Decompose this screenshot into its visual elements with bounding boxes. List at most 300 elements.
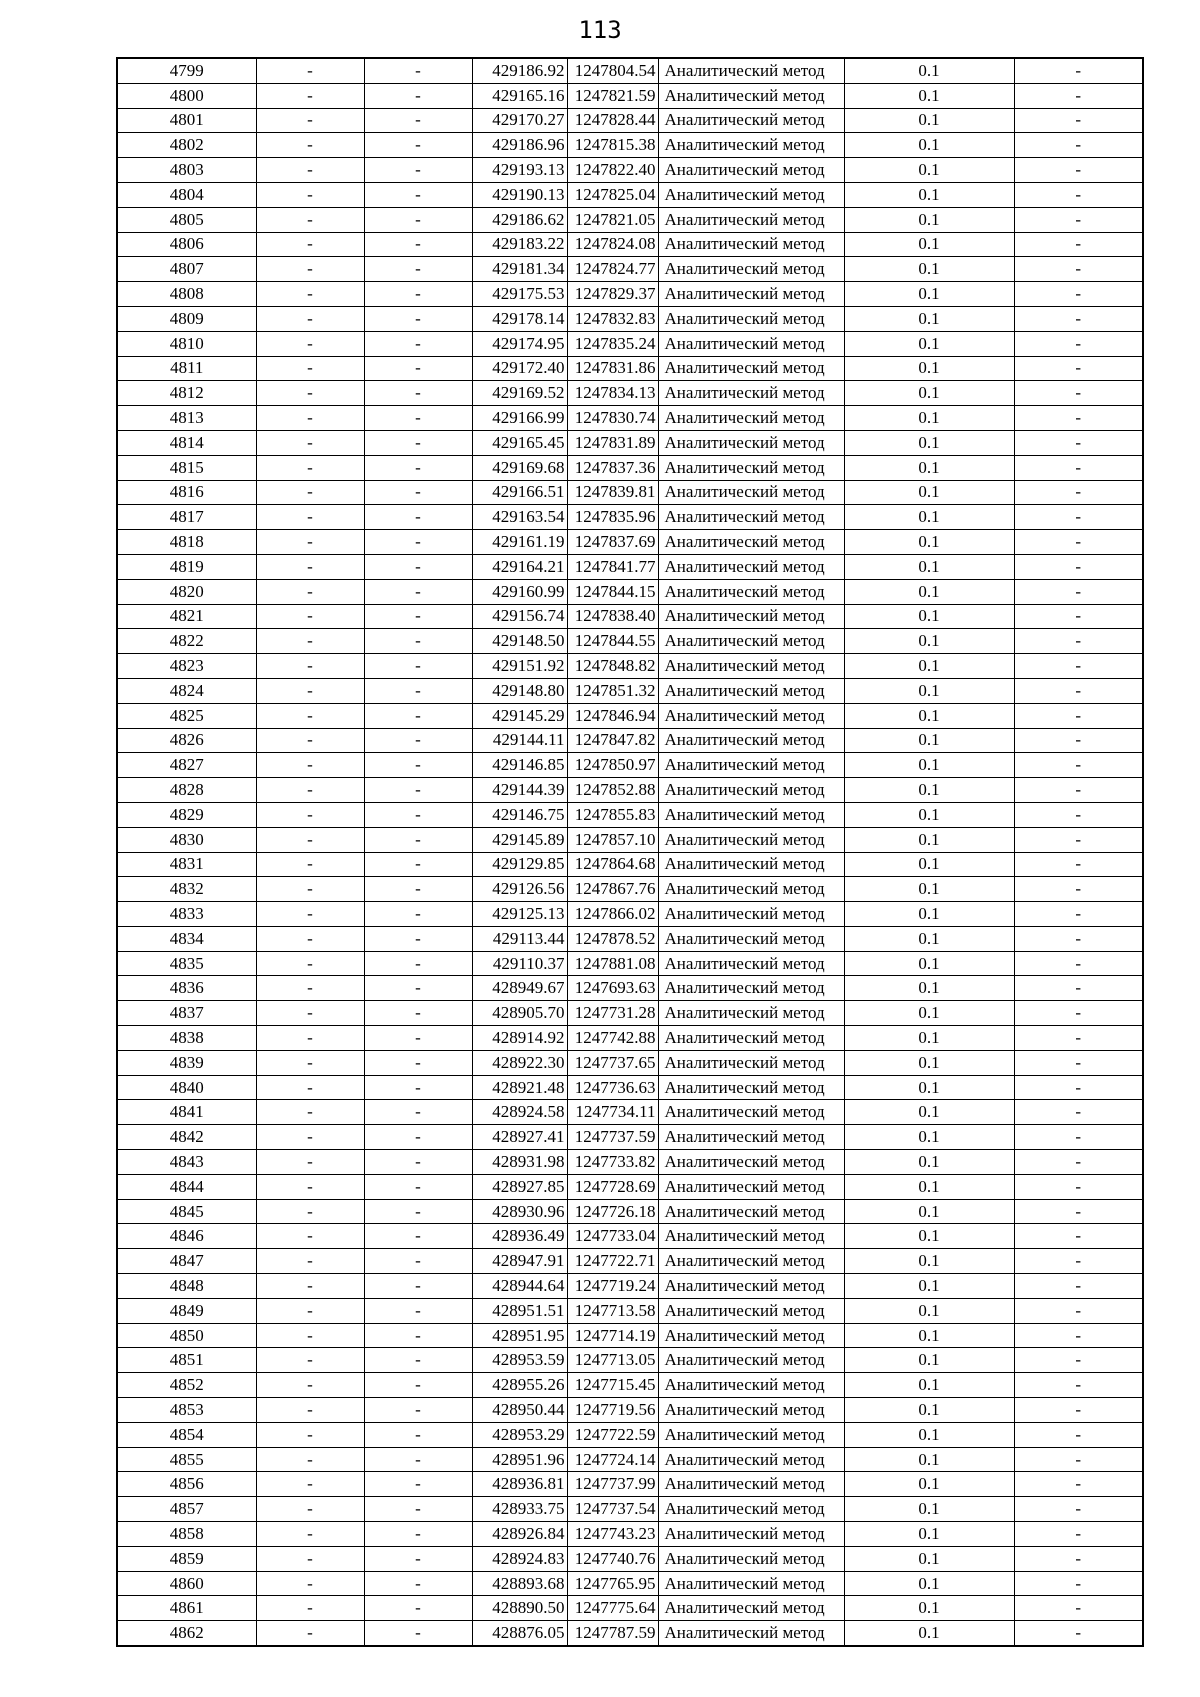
x-coordinate-cell: 429186.92 <box>472 58 567 83</box>
empty-cell-3: - <box>1014 1199 1143 1224</box>
accuracy-cell: 0.1 <box>844 1398 1014 1423</box>
method-cell: Аналитический метод <box>658 182 844 207</box>
method-cell: Аналитический метод <box>658 1398 844 1423</box>
point-number-cell: 4799 <box>117 58 256 83</box>
method-cell: Аналитический метод <box>658 158 844 183</box>
accuracy-cell: 0.1 <box>844 356 1014 381</box>
method-cell: Аналитический метод <box>658 678 844 703</box>
empty-cell-3: - <box>1014 207 1143 232</box>
accuracy-cell: 0.1 <box>844 1323 1014 1348</box>
y-coordinate-cell: 1247713.05 <box>567 1348 658 1373</box>
x-coordinate-cell: 429174.95 <box>472 331 567 356</box>
method-cell: Аналитический метод <box>658 802 844 827</box>
table-row <box>117 381 1143 406</box>
point-number-cell: 4809 <box>117 306 256 331</box>
accuracy-cell: 0.1 <box>844 1075 1014 1100</box>
point-number-cell: 4823 <box>117 654 256 679</box>
table-row <box>117 430 1143 455</box>
method-cell: Аналитический метод <box>658 1596 844 1621</box>
table-row <box>117 604 1143 629</box>
point-number-cell: 4830 <box>117 827 256 852</box>
x-coordinate-cell: 429190.13 <box>472 182 567 207</box>
empty-cell-1: - <box>256 83 364 108</box>
table-row <box>117 1274 1143 1299</box>
accuracy-cell: 0.1 <box>844 1472 1014 1497</box>
empty-cell-2: - <box>364 1447 472 1472</box>
x-coordinate-cell: 429160.99 <box>472 579 567 604</box>
table-row <box>117 1447 1143 1472</box>
point-number-cell: 4831 <box>117 852 256 877</box>
x-coordinate-cell: 429148.50 <box>472 629 567 654</box>
point-number-cell: 4808 <box>117 282 256 307</box>
point-number-cell: 4854 <box>117 1422 256 1447</box>
y-coordinate-cell: 1247829.37 <box>567 282 658 307</box>
x-coordinate-cell: 428930.96 <box>472 1199 567 1224</box>
table-row <box>117 1621 1143 1646</box>
y-coordinate-cell: 1247835.96 <box>567 505 658 530</box>
table-row <box>117 554 1143 579</box>
empty-cell-3: - <box>1014 678 1143 703</box>
empty-cell-2: - <box>364 778 472 803</box>
accuracy-cell: 0.1 <box>844 926 1014 951</box>
accuracy-cell: 0.1 <box>844 1174 1014 1199</box>
empty-cell-1: - <box>256 1447 364 1472</box>
x-coordinate-cell: 429126.56 <box>472 877 567 902</box>
x-coordinate-cell: 428926.84 <box>472 1522 567 1547</box>
empty-cell-2: - <box>364 852 472 877</box>
x-coordinate-cell: 429169.52 <box>472 381 567 406</box>
coordinates-table <box>116 57 1144 1647</box>
accuracy-cell: 0.1 <box>844 1422 1014 1447</box>
method-cell: Аналитический метод <box>658 1571 844 1596</box>
empty-cell-3: - <box>1014 83 1143 108</box>
x-coordinate-cell: 428905.70 <box>472 1001 567 1026</box>
accuracy-cell: 0.1 <box>844 827 1014 852</box>
point-number-cell: 4853 <box>117 1398 256 1423</box>
empty-cell-1: - <box>256 1348 364 1373</box>
accuracy-cell: 0.1 <box>844 678 1014 703</box>
point-number-cell: 4817 <box>117 505 256 530</box>
empty-cell-2: - <box>364 654 472 679</box>
accuracy-cell: 0.1 <box>844 1621 1014 1646</box>
empty-cell-1: - <box>256 1497 364 1522</box>
empty-cell-1: - <box>256 1100 364 1125</box>
empty-cell-2: - <box>364 505 472 530</box>
empty-cell-1: - <box>256 1125 364 1150</box>
table-row <box>117 1472 1143 1497</box>
point-number-cell: 4838 <box>117 1026 256 1051</box>
point-number-cell: 4855 <box>117 1447 256 1472</box>
method-cell: Аналитический метод <box>658 554 844 579</box>
table-row <box>117 480 1143 505</box>
method-cell: Аналитический метод <box>658 1050 844 1075</box>
empty-cell-1: - <box>256 1522 364 1547</box>
empty-cell-3: - <box>1014 1001 1143 1026</box>
x-coordinate-cell: 428944.64 <box>472 1274 567 1299</box>
y-coordinate-cell: 1247804.54 <box>567 58 658 83</box>
method-cell: Аналитический метод <box>658 58 844 83</box>
empty-cell-3: - <box>1014 530 1143 555</box>
empty-cell-3: - <box>1014 976 1143 1001</box>
empty-cell-3: - <box>1014 1224 1143 1249</box>
point-number-cell: 4834 <box>117 926 256 951</box>
point-number-cell: 4852 <box>117 1373 256 1398</box>
accuracy-cell: 0.1 <box>844 1274 1014 1299</box>
point-number-cell: 4814 <box>117 430 256 455</box>
accuracy-cell: 0.1 <box>844 1298 1014 1323</box>
accuracy-cell: 0.1 <box>844 554 1014 579</box>
method-cell: Аналитический метод <box>658 1422 844 1447</box>
y-coordinate-cell: 1247821.59 <box>567 83 658 108</box>
table-row <box>117 1298 1143 1323</box>
empty-cell-3: - <box>1014 1398 1143 1423</box>
accuracy-cell: 0.1 <box>844 480 1014 505</box>
empty-cell-3: - <box>1014 1100 1143 1125</box>
empty-cell-1: - <box>256 852 364 877</box>
accuracy-cell: 0.1 <box>844 877 1014 902</box>
y-coordinate-cell: 1247824.77 <box>567 257 658 282</box>
x-coordinate-cell: 429110.37 <box>472 951 567 976</box>
empty-cell-3: - <box>1014 827 1143 852</box>
accuracy-cell: 0.1 <box>844 207 1014 232</box>
method-cell: Аналитический метод <box>658 1546 844 1571</box>
y-coordinate-cell: 1247737.54 <box>567 1497 658 1522</box>
empty-cell-1: - <box>256 430 364 455</box>
method-cell: Аналитический метод <box>658 108 844 133</box>
x-coordinate-cell: 429145.89 <box>472 827 567 852</box>
empty-cell-2: - <box>364 1125 472 1150</box>
x-coordinate-cell: 429175.53 <box>472 282 567 307</box>
accuracy-cell: 0.1 <box>844 728 1014 753</box>
accuracy-cell: 0.1 <box>844 430 1014 455</box>
empty-cell-2: - <box>364 381 472 406</box>
empty-cell-2: - <box>364 282 472 307</box>
point-number-cell: 4850 <box>117 1323 256 1348</box>
method-cell: Аналитический метод <box>658 257 844 282</box>
empty-cell-2: - <box>364 703 472 728</box>
y-coordinate-cell: 1247722.59 <box>567 1422 658 1447</box>
y-coordinate-cell: 1247821.05 <box>567 207 658 232</box>
table-row <box>117 1398 1143 1423</box>
x-coordinate-cell: 428933.75 <box>472 1497 567 1522</box>
method-cell: Аналитический метод <box>658 133 844 158</box>
empty-cell-2: - <box>364 1100 472 1125</box>
x-coordinate-cell: 428949.67 <box>472 976 567 1001</box>
table-row <box>117 505 1143 530</box>
method-cell: Аналитический метод <box>658 778 844 803</box>
accuracy-cell: 0.1 <box>844 182 1014 207</box>
y-coordinate-cell: 1247815.38 <box>567 133 658 158</box>
empty-cell-1: - <box>256 753 364 778</box>
x-coordinate-cell: 429151.92 <box>472 654 567 679</box>
y-coordinate-cell: 1247828.44 <box>567 108 658 133</box>
accuracy-cell: 0.1 <box>844 852 1014 877</box>
empty-cell-1: - <box>256 579 364 604</box>
method-cell: Аналитический метод <box>658 753 844 778</box>
y-coordinate-cell: 1247693.63 <box>567 976 658 1001</box>
y-coordinate-cell: 1247857.10 <box>567 827 658 852</box>
x-coordinate-cell: 428947.91 <box>472 1249 567 1274</box>
point-number-cell: 4820 <box>117 579 256 604</box>
empty-cell-3: - <box>1014 480 1143 505</box>
empty-cell-1: - <box>256 1075 364 1100</box>
accuracy-cell: 0.1 <box>844 58 1014 83</box>
y-coordinate-cell: 1247867.76 <box>567 877 658 902</box>
empty-cell-3: - <box>1014 728 1143 753</box>
empty-cell-2: - <box>364 753 472 778</box>
empty-cell-3: - <box>1014 282 1143 307</box>
point-number-cell: 4848 <box>117 1274 256 1299</box>
empty-cell-2: - <box>364 455 472 480</box>
accuracy-cell: 0.1 <box>844 703 1014 728</box>
point-number-cell: 4818 <box>117 530 256 555</box>
y-coordinate-cell: 1247737.99 <box>567 1472 658 1497</box>
x-coordinate-cell: 428924.83 <box>472 1546 567 1571</box>
point-number-cell: 4859 <box>117 1546 256 1571</box>
table-row <box>117 257 1143 282</box>
point-number-cell: 4832 <box>117 877 256 902</box>
table-row <box>117 579 1143 604</box>
point-number-cell: 4837 <box>117 1001 256 1026</box>
point-number-cell: 4824 <box>117 678 256 703</box>
table-row <box>117 182 1143 207</box>
empty-cell-3: - <box>1014 108 1143 133</box>
x-coordinate-cell: 429146.85 <box>472 753 567 778</box>
table-row <box>117 753 1143 778</box>
empty-cell-3: - <box>1014 356 1143 381</box>
empty-cell-3: - <box>1014 133 1143 158</box>
empty-cell-1: - <box>256 182 364 207</box>
accuracy-cell: 0.1 <box>844 1001 1014 1026</box>
empty-cell-3: - <box>1014 1298 1143 1323</box>
point-number-cell: 4827 <box>117 753 256 778</box>
empty-cell-1: - <box>256 1422 364 1447</box>
empty-cell-1: - <box>256 1224 364 1249</box>
empty-cell-2: - <box>364 83 472 108</box>
empty-cell-2: - <box>364 182 472 207</box>
table-row <box>117 703 1143 728</box>
empty-cell-1: - <box>256 604 364 629</box>
x-coordinate-cell: 429125.13 <box>472 902 567 927</box>
empty-cell-1: - <box>256 554 364 579</box>
accuracy-cell: 0.1 <box>844 1050 1014 1075</box>
table-row <box>117 1174 1143 1199</box>
point-number-cell: 4810 <box>117 331 256 356</box>
method-cell: Аналитический метод <box>658 728 844 753</box>
empty-cell-2: - <box>364 926 472 951</box>
method-cell: Аналитический метод <box>658 877 844 902</box>
empty-cell-1: - <box>256 207 364 232</box>
table-row <box>117 778 1143 803</box>
x-coordinate-cell: 429183.22 <box>472 232 567 257</box>
empty-cell-3: - <box>1014 1026 1143 1051</box>
method-cell: Аналитический метод <box>658 1522 844 1547</box>
y-coordinate-cell: 1247726.18 <box>567 1199 658 1224</box>
empty-cell-3: - <box>1014 381 1143 406</box>
empty-cell-2: - <box>364 1472 472 1497</box>
empty-cell-2: - <box>364 406 472 431</box>
empty-cell-3: - <box>1014 852 1143 877</box>
y-coordinate-cell: 1247719.56 <box>567 1398 658 1423</box>
method-cell: Аналитический метод <box>658 1497 844 1522</box>
empty-cell-3: - <box>1014 182 1143 207</box>
point-number-cell: 4849 <box>117 1298 256 1323</box>
empty-cell-3: - <box>1014 1274 1143 1299</box>
method-cell: Аналитический метод <box>658 951 844 976</box>
point-number-cell: 4840 <box>117 1075 256 1100</box>
x-coordinate-cell: 429193.13 <box>472 158 567 183</box>
empty-cell-1: - <box>256 877 364 902</box>
empty-cell-3: - <box>1014 1546 1143 1571</box>
accuracy-cell: 0.1 <box>844 1596 1014 1621</box>
y-coordinate-cell: 1247850.97 <box>567 753 658 778</box>
table-row <box>117 530 1143 555</box>
empty-cell-1: - <box>256 356 364 381</box>
method-cell: Аналитический метод <box>658 1621 844 1646</box>
y-coordinate-cell: 1247881.08 <box>567 951 658 976</box>
table-row <box>117 1100 1143 1125</box>
empty-cell-1: - <box>256 257 364 282</box>
x-coordinate-cell: 429148.80 <box>472 678 567 703</box>
point-number-cell: 4847 <box>117 1249 256 1274</box>
point-number-cell: 4803 <box>117 158 256 183</box>
accuracy-cell: 0.1 <box>844 1348 1014 1373</box>
accuracy-cell: 0.1 <box>844 802 1014 827</box>
method-cell: Аналитический метод <box>658 207 844 232</box>
y-coordinate-cell: 1247844.55 <box>567 629 658 654</box>
empty-cell-1: - <box>256 1174 364 1199</box>
empty-cell-3: - <box>1014 1348 1143 1373</box>
method-cell: Аналитический метод <box>658 629 844 654</box>
point-number-cell: 4836 <box>117 976 256 1001</box>
point-number-cell: 4813 <box>117 406 256 431</box>
point-number-cell: 4800 <box>117 83 256 108</box>
table-row <box>117 926 1143 951</box>
y-coordinate-cell: 1247837.36 <box>567 455 658 480</box>
empty-cell-3: - <box>1014 1522 1143 1547</box>
accuracy-cell: 0.1 <box>844 455 1014 480</box>
y-coordinate-cell: 1247737.59 <box>567 1125 658 1150</box>
x-coordinate-cell: 428876.05 <box>472 1621 567 1646</box>
method-cell: Аналитический метод <box>658 604 844 629</box>
empty-cell-2: - <box>364 827 472 852</box>
accuracy-cell: 0.1 <box>844 1571 1014 1596</box>
point-number-cell: 4858 <box>117 1522 256 1547</box>
empty-cell-2: - <box>364 232 472 257</box>
method-cell: Аналитический метод <box>658 83 844 108</box>
empty-cell-3: - <box>1014 1422 1143 1447</box>
page-number: 113 <box>578 16 622 44</box>
empty-cell-1: - <box>256 1398 364 1423</box>
y-coordinate-cell: 1247841.77 <box>567 554 658 579</box>
table-row <box>117 1026 1143 1051</box>
table-row <box>117 629 1143 654</box>
y-coordinate-cell: 1247831.86 <box>567 356 658 381</box>
accuracy-cell: 0.1 <box>844 1026 1014 1051</box>
y-coordinate-cell: 1247839.81 <box>567 480 658 505</box>
empty-cell-3: - <box>1014 1447 1143 1472</box>
table-row <box>117 331 1143 356</box>
table-row <box>117 455 1143 480</box>
empty-cell-2: - <box>364 629 472 654</box>
accuracy-cell: 0.1 <box>844 1249 1014 1274</box>
empty-cell-3: - <box>1014 902 1143 927</box>
point-number-cell: 4843 <box>117 1150 256 1175</box>
empty-cell-1: - <box>256 1546 364 1571</box>
y-coordinate-cell: 1247743.23 <box>567 1522 658 1547</box>
point-number-cell: 4807 <box>117 257 256 282</box>
table-row <box>117 1249 1143 1274</box>
empty-cell-3: - <box>1014 1174 1143 1199</box>
empty-cell-2: - <box>364 430 472 455</box>
point-number-cell: 4845 <box>117 1199 256 1224</box>
x-coordinate-cell: 429186.96 <box>472 133 567 158</box>
accuracy-cell: 0.1 <box>844 158 1014 183</box>
y-coordinate-cell: 1247714.19 <box>567 1323 658 1348</box>
method-cell: Аналитический метод <box>658 902 844 927</box>
y-coordinate-cell: 1247722.71 <box>567 1249 658 1274</box>
x-coordinate-cell: 428927.85 <box>472 1174 567 1199</box>
y-coordinate-cell: 1247848.82 <box>567 654 658 679</box>
x-coordinate-cell: 429186.62 <box>472 207 567 232</box>
accuracy-cell: 0.1 <box>844 976 1014 1001</box>
point-number-cell: 4804 <box>117 182 256 207</box>
empty-cell-3: - <box>1014 1373 1143 1398</box>
empty-cell-1: - <box>256 728 364 753</box>
y-coordinate-cell: 1247832.83 <box>567 306 658 331</box>
method-cell: Аналитический метод <box>658 331 844 356</box>
point-number-cell: 4841 <box>117 1100 256 1125</box>
empty-cell-3: - <box>1014 406 1143 431</box>
method-cell: Аналитический метод <box>658 455 844 480</box>
empty-cell-1: - <box>256 1274 364 1299</box>
method-cell: Аналитический метод <box>658 1447 844 1472</box>
method-cell: Аналитический метод <box>658 1100 844 1125</box>
empty-cell-2: - <box>364 1274 472 1299</box>
method-cell: Аналитический метод <box>658 827 844 852</box>
table-row <box>117 1075 1143 1100</box>
accuracy-cell: 0.1 <box>844 604 1014 629</box>
point-number-cell: 4862 <box>117 1621 256 1646</box>
table-row <box>117 1125 1143 1150</box>
y-coordinate-cell: 1247731.28 <box>567 1001 658 1026</box>
x-coordinate-cell: 429169.68 <box>472 455 567 480</box>
x-coordinate-cell: 428951.95 <box>472 1323 567 1348</box>
table-body <box>117 58 1143 1646</box>
method-cell: Аналитический метод <box>658 1150 844 1175</box>
empty-cell-1: - <box>256 232 364 257</box>
y-coordinate-cell: 1247830.74 <box>567 406 658 431</box>
empty-cell-1: - <box>256 1323 364 1348</box>
empty-cell-2: - <box>364 1596 472 1621</box>
method-cell: Аналитический метод <box>658 852 844 877</box>
empty-cell-1: - <box>256 902 364 927</box>
y-coordinate-cell: 1247844.15 <box>567 579 658 604</box>
x-coordinate-cell: 429161.19 <box>472 530 567 555</box>
empty-cell-1: - <box>256 926 364 951</box>
empty-cell-2: - <box>364 1571 472 1596</box>
method-cell: Аналитический метод <box>658 1373 844 1398</box>
table-row <box>117 406 1143 431</box>
accuracy-cell: 0.1 <box>844 778 1014 803</box>
empty-cell-1: - <box>256 703 364 728</box>
empty-cell-1: - <box>256 1026 364 1051</box>
y-coordinate-cell: 1247733.04 <box>567 1224 658 1249</box>
method-cell: Аналитический метод <box>658 1001 844 1026</box>
point-number-cell: 4828 <box>117 778 256 803</box>
point-number-cell: 4821 <box>117 604 256 629</box>
x-coordinate-cell: 429164.21 <box>472 554 567 579</box>
